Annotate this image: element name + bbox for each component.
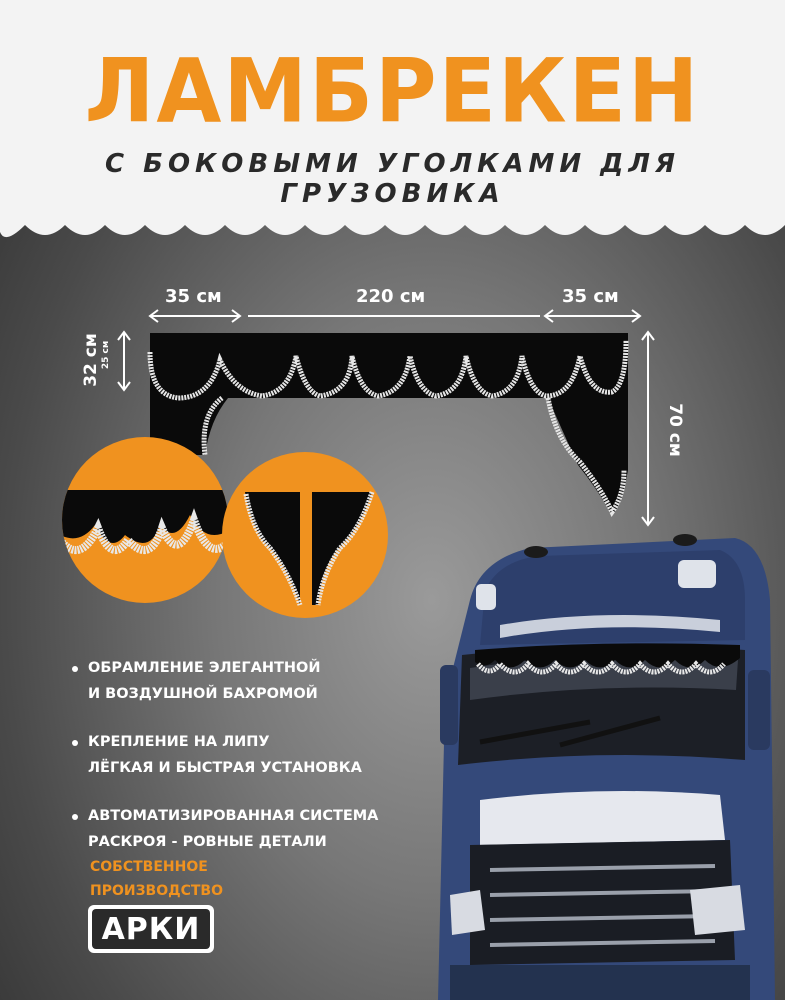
- page-title: ЛАМБРЕКЕН: [84, 39, 701, 143]
- dimension-right-width: 35 см: [562, 286, 619, 307]
- feature-line: ОБРАМЛЕНИЕ ЭЛЕГАНТНОЙ: [88, 660, 321, 676]
- dimension-left-width: 35 см: [165, 286, 222, 307]
- brand-logo: [88, 905, 214, 953]
- dimension-center-width: 220 см: [356, 286, 426, 307]
- bullet-icon: [72, 814, 78, 820]
- lambrequin-product: [150, 333, 628, 515]
- dimension-height-total: 32 см: [80, 333, 101, 387]
- feature-item: [72, 655, 402, 707]
- detail-circle-corners: [222, 452, 388, 618]
- brand-tagline: [90, 855, 223, 903]
- dimension-height-inner: 25 см: [101, 340, 112, 370]
- feature-item: [72, 729, 402, 781]
- feature-line: И ВОЗДУШНОЙ БАХРОМОЙ: [88, 686, 318, 702]
- page-subtitle: С БОКОВЫМИ УГОЛКАМИ ДЛЯ ГРУЗОВИКА: [105, 149, 680, 209]
- bullet-icon: [72, 740, 78, 746]
- feature-line: РАСКРОЯ - РОВНЫЕ ДЕТАЛИ: [88, 834, 327, 850]
- feature-line: КРЕПЛЕНИЕ НА ЛИПУ: [88, 734, 270, 750]
- dimension-side-height: 70 см: [664, 403, 685, 457]
- feature-item: [72, 803, 402, 855]
- feature-list: [72, 655, 402, 877]
- detail-circle-fringe: [60, 437, 230, 603]
- tagline-line: СОБСТВЕННОЕ: [90, 859, 208, 875]
- feature-line: ЛЁГКАЯ И БЫСТРАЯ УСТАНОВКА: [88, 760, 362, 776]
- bullet-icon: [72, 666, 78, 672]
- header: [0, 0, 785, 260]
- feature-line: АВТОМАТИЗИРОВАННАЯ СИСТЕМА: [88, 808, 379, 824]
- tagline-line: ПРОИЗВОДСТВО: [90, 883, 223, 899]
- truck-illustration: [438, 534, 775, 1000]
- logo-text: АРКИ: [92, 909, 210, 949]
